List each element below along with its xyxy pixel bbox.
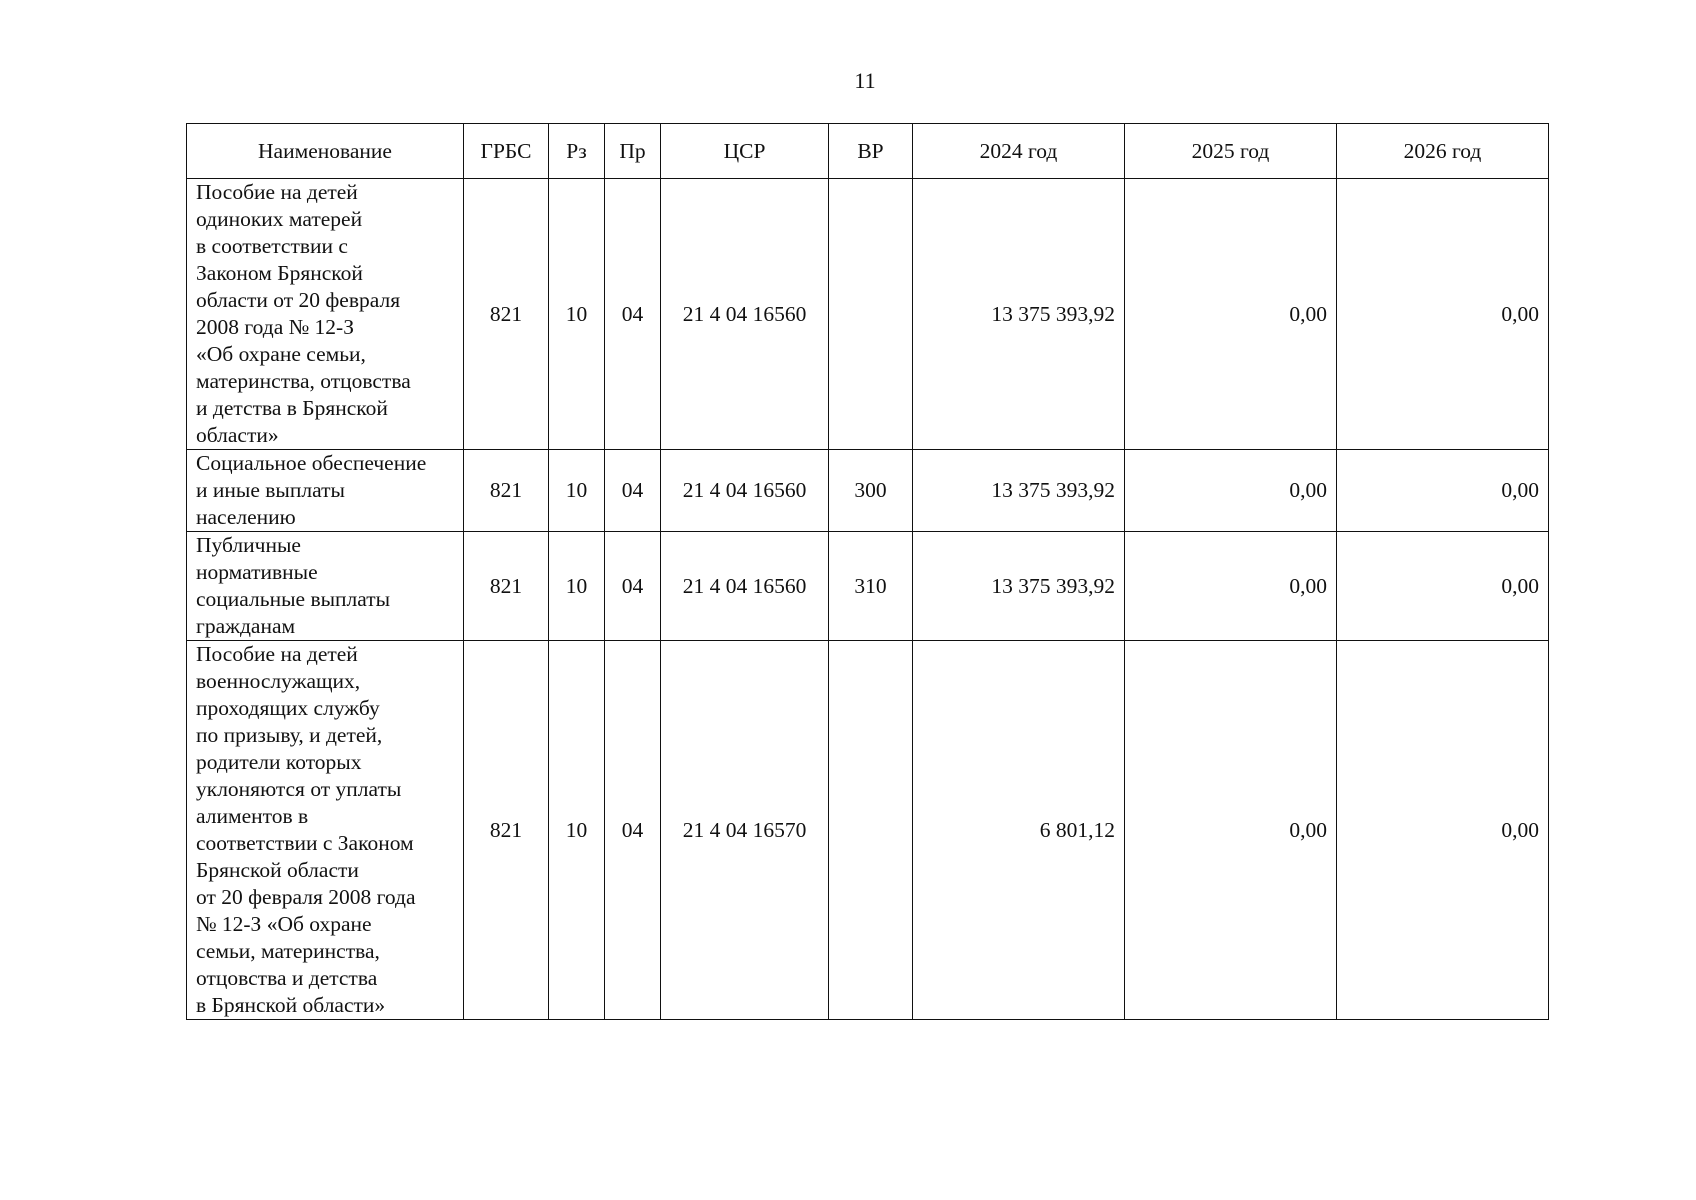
name-line: Пособие на детей — [196, 642, 358, 666]
name-line: 2008 года № 12-З — [196, 315, 354, 339]
amount-2025-cell: 0,00 — [1125, 532, 1337, 641]
header-2024: 2024 год — [913, 124, 1125, 179]
amount-2025-cell: 0,00 — [1125, 450, 1337, 532]
name-line: семьи, материнства, — [196, 939, 380, 963]
name-line: проходящих службу — [196, 696, 380, 720]
name-line: и иные выплаты — [196, 478, 345, 502]
rz-cell: 10 — [549, 179, 605, 450]
grbs-cell: 821 — [464, 641, 549, 1020]
name-line: социальные выплаты — [196, 587, 391, 611]
rz-cell: 10 — [549, 532, 605, 641]
name-line: № 12-З «Об охране — [196, 912, 372, 936]
name-line: «Об охране семьи, — [196, 342, 366, 366]
name-line: Брянской области — [196, 858, 359, 882]
name-line: гражданам — [196, 614, 296, 638]
csr-cell: 21 4 04 16560 — [661, 179, 829, 450]
name-line: материнства, отцовства — [196, 369, 411, 393]
amount-2024-cell: 6 801,12 — [913, 641, 1125, 1020]
name-line: от 20 февраля 2008 года — [196, 885, 416, 909]
header-pr: Пр — [605, 124, 661, 179]
header-vr: ВР — [829, 124, 913, 179]
row-name-cell — [187, 450, 464, 532]
name-line: военнослужащих, — [196, 669, 361, 693]
name-line: Пособие на детей — [196, 180, 358, 204]
row-name-cell — [187, 179, 464, 450]
amount-2025-cell: 0,00 — [1125, 179, 1337, 450]
name-line: в соответствии с — [196, 234, 348, 258]
name-line: в Брянской области» — [196, 993, 386, 1017]
pr-cell: 04 — [605, 532, 661, 641]
name-line: и детства в Брянской — [196, 396, 388, 420]
vr-cell — [829, 179, 913, 450]
header-2026: 2026 год — [1337, 124, 1549, 179]
table-row — [187, 532, 1549, 641]
name-line: области» — [196, 423, 279, 447]
csr-cell: 21 4 04 16560 — [661, 532, 829, 641]
table-row — [187, 450, 1549, 532]
name-line: соответствии с Законом — [196, 831, 414, 855]
header-name: Наименование — [187, 124, 464, 179]
csr-cell: 21 4 04 16560 — [661, 450, 829, 532]
table-row — [187, 179, 1549, 450]
amount-2024-cell: 13 375 393,92 — [913, 179, 1125, 450]
pr-cell: 04 — [605, 179, 661, 450]
name-line: Законом Брянской — [196, 261, 363, 285]
amount-2026-cell: 0,00 — [1337, 532, 1549, 641]
name-line: отцовства и детства — [196, 966, 378, 990]
amount-2025-cell: 0,00 — [1125, 641, 1337, 1020]
name-line: нормативные — [196, 560, 318, 584]
row-name-cell — [187, 532, 464, 641]
header-grbs: ГРБС — [464, 124, 549, 179]
amount-2024-cell: 13 375 393,92 — [913, 450, 1125, 532]
pr-cell: 04 — [605, 450, 661, 532]
rz-cell: 10 — [549, 641, 605, 1020]
grbs-cell: 821 — [464, 532, 549, 641]
name-line: Публичные — [196, 533, 301, 557]
rz-cell: 10 — [549, 450, 605, 532]
table-header-row — [187, 124, 1549, 179]
name-line: одиноких матерей — [196, 207, 363, 231]
name-line: родители которых — [196, 750, 362, 774]
csr-cell: 21 4 04 16570 — [661, 641, 829, 1020]
name-line: алиментов в — [196, 804, 309, 828]
name-line: области от 20 февраля — [196, 288, 401, 312]
name-line: по призыву, и детей, — [196, 723, 383, 747]
amount-2024-cell: 13 375 393,92 — [913, 532, 1125, 641]
grbs-cell: 821 — [464, 450, 549, 532]
vr-cell: 300 — [829, 450, 913, 532]
header-csr: ЦСР — [661, 124, 829, 179]
budget-table — [186, 123, 1549, 1020]
grbs-cell: 821 — [464, 179, 549, 450]
header-2025: 2025 год — [1125, 124, 1337, 179]
page-number: 11 — [854, 68, 876, 93]
name-line: уклоняются от уплаты — [196, 777, 402, 801]
name-line: Социальное обеспечение — [196, 451, 427, 475]
vr-cell: 310 — [829, 532, 913, 641]
amount-2026-cell: 0,00 — [1337, 179, 1549, 450]
amount-2026-cell: 0,00 — [1337, 450, 1549, 532]
pr-cell: 04 — [605, 641, 661, 1020]
vr-cell — [829, 641, 913, 1020]
header-rz: Рз — [549, 124, 605, 179]
table-row — [187, 641, 1549, 1020]
name-line: населению — [196, 505, 296, 529]
row-name-cell — [187, 641, 464, 1020]
amount-2026-cell: 0,00 — [1337, 641, 1549, 1020]
